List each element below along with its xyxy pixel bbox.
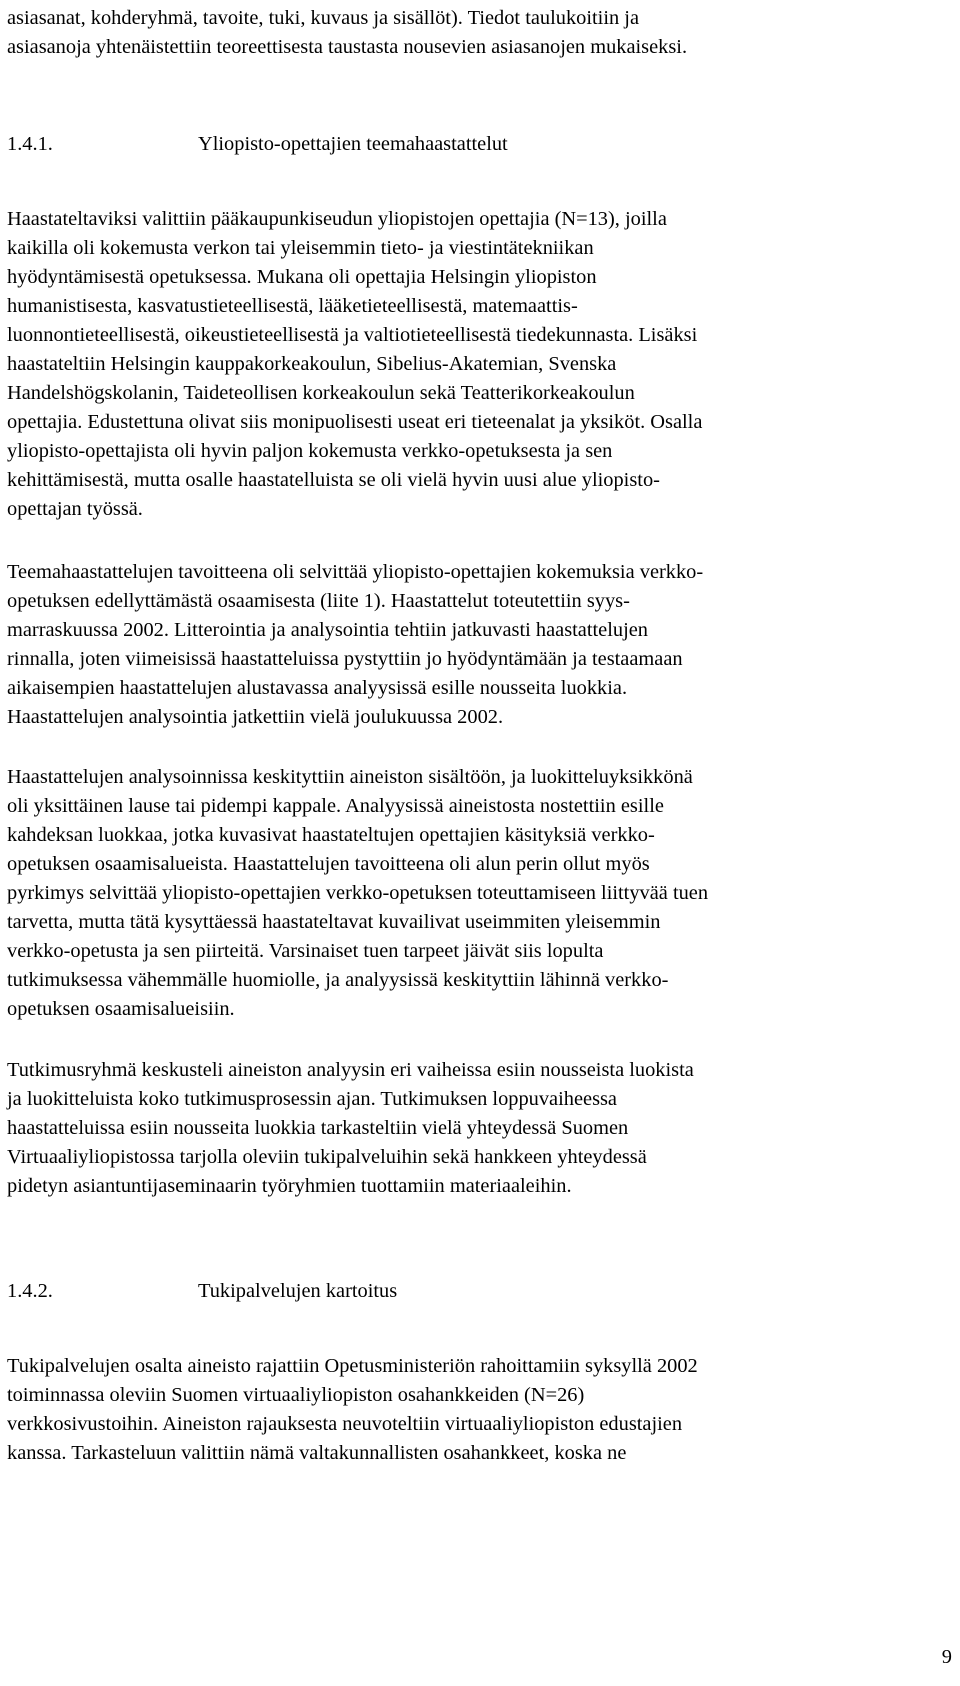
section-number: 1.4.2. bbox=[7, 1280, 53, 1302]
text-line: aikaisempien haastattelujen alustavassa analyysissä esille nousseita luokkia. bbox=[7, 677, 628, 699]
text-line: oli yksittäinen lause tai pidempi kappale. Analyysissä aineistosta nostettiin esille bbox=[7, 795, 664, 817]
intro-paragraph bbox=[7, 4, 687, 62]
text-line: opetuksen osaamisalueista. Haastattelujen tavoitteena oli alun perin ollut myös bbox=[7, 853, 650, 875]
text-line: Tutkimusryhmä keskusteli aineiston analyysin eri vaiheissa esiin nousseista luokista bbox=[7, 1059, 694, 1081]
text-line: opetuksen osaamisalueisiin. bbox=[7, 998, 235, 1020]
text-line: pidetyn asiantuntijaseminaarin työryhmien tuottamiin materiaaleihin. bbox=[7, 1175, 572, 1197]
text-line: kaikilla oli kokemusta verkon tai yleisemmin tieto- ja viestintätekniikan bbox=[7, 237, 594, 259]
text-line: Haastateltaviksi valittiin pääkaupunkiseudun yliopistojen opettajia (N=13), joilla bbox=[7, 208, 667, 230]
text-line: hyödyntämisestä opetuksessa. Mukana oli opettajia Helsingin yliopiston bbox=[7, 266, 597, 288]
text-line: verkkosivustoihin. Aineiston rajauksesta neuvoteltiin virtuaaliyliopiston edustajien bbox=[7, 1413, 683, 1435]
text-line: haastateltiin Helsingin kauppakorkeakoulun, Sibelius-Akatemian, Svenska bbox=[7, 353, 617, 375]
text-line: kanssa. Tarkasteluun valittiin nämä valtakunnallisten osahankkeet, koska ne bbox=[7, 1442, 627, 1464]
text-line: Handelshögskolanin, Taideteollisen korkeakoulun sekä Teatterikorkeakoulun bbox=[7, 382, 635, 404]
text-line: pyrkimys selvittää yliopisto-opettajien verkko-opetuksen toteuttamiseen liittyvää tuen bbox=[7, 882, 709, 904]
paragraph-research-group bbox=[7, 1056, 694, 1201]
text-line: Tukipalvelujen osalta aineisto rajattiin Opetusministeriön rahoittamiin syksyllä 2002 bbox=[7, 1355, 698, 1377]
section-title: Yliopisto-opettajien teemahaastattelut bbox=[198, 133, 508, 155]
text-line: kahdeksan luokkaa, jotka kuvasivat haastateltujen opettajien käsityksiä verkko- bbox=[7, 824, 655, 846]
paragraph-interview-goal bbox=[7, 558, 703, 732]
text-line: Teemahaastattelujen tavoitteena oli selvittää yliopisto-opettajien kokemuksia verkko- bbox=[7, 561, 704, 583]
text-line: haastatteluissa esiin nousseita luokkia tarkasteltiin vielä yhteydessä Suomen bbox=[7, 1117, 629, 1139]
text-line: opettajan työssä. bbox=[7, 498, 143, 520]
text-line: tutkimuksessa vähemmälle huomiolle, ja analyysissä keskityttiin lähinnä verkko- bbox=[7, 969, 669, 991]
text-line: humanistisesta, kasvatustieteellisestä, lääketieteellisestä, matemaattis- bbox=[7, 295, 578, 317]
section-number: 1.4.1. bbox=[7, 133, 53, 155]
page-number: 9 bbox=[941, 1646, 952, 1668]
paragraph-analysis bbox=[7, 763, 708, 1024]
text-line: Haastattelujen analysointia jatkettiin vielä joulukuussa 2002. bbox=[7, 706, 504, 728]
section-heading-1-4-2 bbox=[7, 1277, 953, 1306]
text-line: marraskuussa 2002. Litterointia ja analysointia tehtiin jatkuvasti haastattelujen bbox=[7, 619, 649, 641]
text-line: kehittämisestä, mutta osalle haastatelluista se oli vielä hyvin uusi alue yliopisto- bbox=[7, 469, 660, 491]
section-title: Tukipalvelujen kartoitus bbox=[198, 1280, 398, 1302]
paragraph-interviewees bbox=[7, 205, 702, 524]
text-line: luonnontieteellisestä, oikeustieteellisestä ja valtiotieteellisestä tiedekunnasta. Lisäksi bbox=[7, 324, 698, 346]
text-line: toiminnassa oleviin Suomen virtuaaliyliopiston osahankkeiden (N=26) bbox=[7, 1384, 585, 1406]
paragraph-support-services bbox=[7, 1352, 698, 1468]
text-line: asiasanoja yhtenäistettiin teoreettisesta taustasta nousevien asiasanojen mukaiseksi. bbox=[7, 36, 688, 58]
text-line: ja luokitteluista koko tutkimusprosessin ajan. Tutkimuksen loppuvaiheessa bbox=[7, 1088, 617, 1110]
text-line: asiasanat, kohderyhmä, tavoite, tuki, kuvaus ja sisällöt). Tiedot taulukoitiin ja bbox=[7, 7, 640, 29]
text-line: yliopisto-opettajista oli hyvin paljon kokemusta verkko-opetuksesta ja sen bbox=[7, 440, 613, 462]
text-line: Haastattelujen analysoinnissa keskityttiin aineiston sisältöön, ja luokitteluyksikkönä bbox=[7, 766, 693, 788]
text-line: rinnalla, joten viimeisissä haastatteluissa pystyttiin jo hyödyntämään ja testaamaan bbox=[7, 648, 683, 670]
text-line: tarvetta, mutta tätä kysyttäessä haastateltavat kuvailivat useimmiten yleisemmin bbox=[7, 911, 661, 933]
section-heading-1-4-1 bbox=[7, 130, 953, 159]
text-line: Virtuaaliyliopistossa tarjolla oleviin tukipalveluihin sekä hankkeen yhteydessä bbox=[7, 1146, 647, 1168]
text-line: verkko-opetusta ja sen piirteitä. Varsinaiset tuen tarpeet jäivät siis lopulta bbox=[7, 940, 604, 962]
text-line: opetuksen edellyttämästä osaamisesta (liite 1). Haastattelut toteutettiin syys- bbox=[7, 590, 630, 612]
text-line: opettajia. Edustettuna olivat siis monipuolisesti useat eri tieteenalat ja yksiköt. Osalla bbox=[7, 411, 703, 433]
